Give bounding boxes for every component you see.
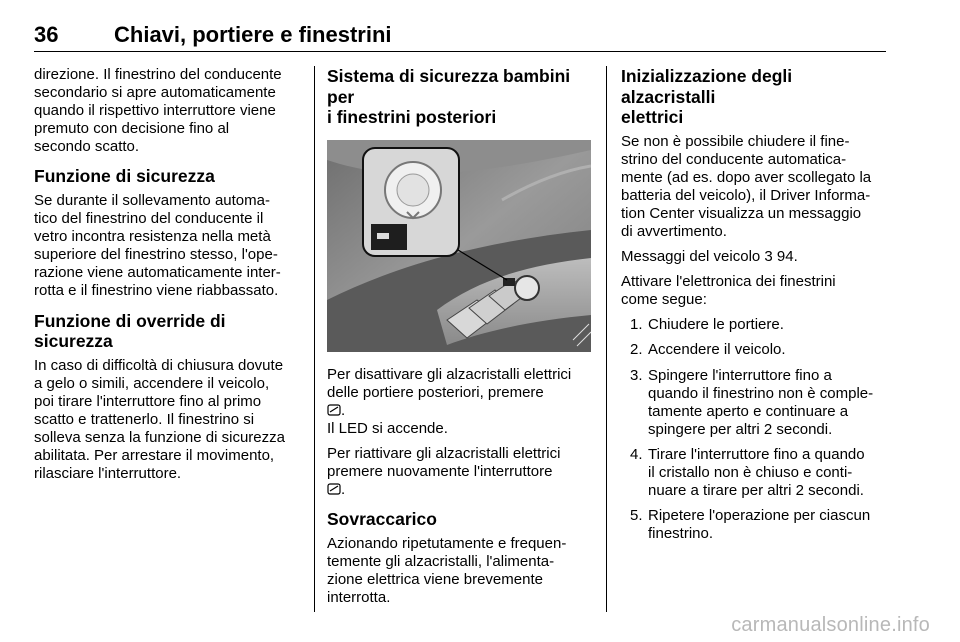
page-reference-arrow-icon: 3 — [764, 248, 773, 266]
overload-paragraph: Azionando ripetutamente e frequen- temente gli alzacristalli, l'alimenta- zione elettrica viene brevemente interrotta. — [327, 534, 567, 606]
column-3 — [621, 66, 891, 550]
reactivate-paragraph: Per riattivare gli alzacristalli elettrici premere nuovamente l'interruttore . — [327, 444, 561, 499]
page-header — [34, 22, 886, 52]
column-1 — [34, 66, 304, 490]
initialization-paragraph: Se non è possibile chiudere il fine- strino del conducente automatica- mente (ad es. dopo aver scollegato la batteria del veicolo), il Driver Informa- tion Center visualizza un messaggio di avvertimento. — [621, 132, 872, 240]
vehicle-messages-reference: Messaggi del veicolo 3 94. — [621, 248, 798, 266]
child-lock-switch-icon — [327, 404, 341, 416]
intro-paragraph: direzione. Il finestrino del conducente secondario si apre automaticamente quando il rispettivo interruttore viene premuto con decisione fino al secondo scatto. — [34, 66, 282, 156]
list-item: 2. Accendere il veicolo. — [630, 341, 786, 359]
overload-heading: Sovraccarico — [327, 509, 437, 530]
steps-list — [621, 316, 891, 543]
activate-paragraph: Attivare l'elettronica dei finestrini come segue: — [621, 273, 836, 309]
column-divider — [606, 66, 607, 612]
page-number: 36 — [34, 22, 59, 47]
list-item: 4. Tirare l'interruttore fino a quando il cristallo non è chiuso e conti- nuare a tirare per altri 2 secondi. — [630, 445, 865, 500]
list-item: 5. Ripetere l'operazione per ciascun finestrino. — [630, 507, 871, 543]
column-divider — [314, 66, 315, 612]
page-title: Chiavi, portiere e finestrini — [114, 22, 392, 47]
list-item: 3. Spingere l'interruttore fino a quando il finestrino non è comple- tamente aperto e continuare a spingere per altri 2 secondi. — [630, 366, 874, 438]
safety-paragraph: Se durante il sollevamento automa- tico del finestrino del conducente il vetro incontra resistenza nella metà superiore del finestrino stesso, l'ope- razione viene automaticamente inter- rotta e il finestrino viene riabbassato. — [34, 191, 281, 300]
deactivate-paragraph: Per disattivare gli alzacristalli elettrici delle portiere posteriori, premere . Il LED si accende. — [327, 365, 572, 437]
list-item: 1. Chiudere le portiere. — [630, 316, 784, 334]
column-2 — [327, 66, 597, 614]
initialization-heading: Inizializzazione degli alzacristalli elettrici — [621, 66, 793, 127]
child-lock-heading: Sistema di sicurezza bambini per i finestrini posteriori — [327, 66, 571, 127]
override-heading: Funzione di override di sicurezza — [34, 310, 226, 352]
safety-heading: Funzione di sicurezza — [34, 166, 215, 187]
door-switch-photo — [327, 140, 591, 352]
door-panel-illustration — [327, 140, 591, 352]
child-lock-switch-icon — [327, 483, 341, 495]
override-paragraph: In caso di difficoltà di chiusura dovute a gelo o simili, accendere il veicolo, poi tirare l'interruttore fino al primo scatto e trattenerlo. Il finestrino si solleva senza la funzione di sicurezza abilitata. Per arrestare il movimento, rilasciare l'interruttore. — [34, 356, 285, 483]
watermark-link[interactable]: carmanualsonline.info — [731, 614, 930, 636]
